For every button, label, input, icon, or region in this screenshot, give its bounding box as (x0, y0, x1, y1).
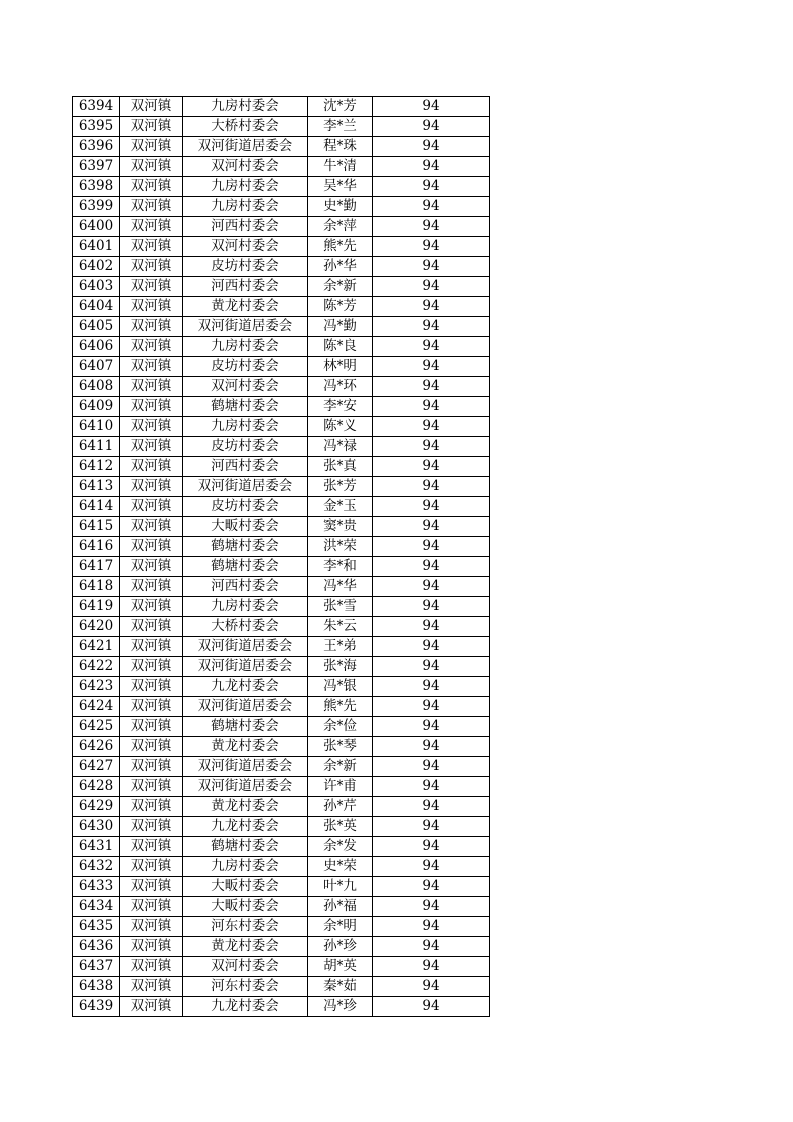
cell-score: 94 (373, 137, 490, 157)
table-row (73, 757, 490, 777)
cell-name: 史*荣 (308, 857, 373, 877)
cell-score: 94 (373, 177, 490, 197)
cell-town: 双河镇 (120, 397, 183, 417)
cell-score: 94 (373, 117, 490, 137)
table-row (73, 737, 490, 757)
cell-score: 94 (373, 997, 490, 1017)
table-row (73, 697, 490, 717)
cell-town: 双河镇 (120, 797, 183, 817)
cell-village: 鹤塘村委会 (183, 397, 308, 417)
cell-score: 94 (373, 337, 490, 357)
cell-village: 黄龙村委会 (183, 737, 308, 757)
cell-score: 94 (373, 217, 490, 237)
cell-name: 洪*荣 (308, 537, 373, 557)
table-row (73, 377, 490, 397)
cell-name: 余*明 (308, 917, 373, 937)
cell-town: 双河镇 (120, 877, 183, 897)
cell-name: 余*俭 (308, 717, 373, 737)
cell-town: 双河镇 (120, 637, 183, 657)
cell-name: 张*海 (308, 657, 373, 677)
cell-name: 孙*福 (308, 897, 373, 917)
cell-id: 6435 (73, 917, 120, 937)
cell-town: 双河镇 (120, 537, 183, 557)
cell-score: 94 (373, 537, 490, 557)
table-row (73, 517, 490, 537)
cell-name: 冯*禄 (308, 437, 373, 457)
cell-town: 双河镇 (120, 477, 183, 497)
cell-town: 双河镇 (120, 577, 183, 597)
cell-score: 94 (373, 757, 490, 777)
cell-score: 94 (373, 357, 490, 377)
cell-village: 大桥村委会 (183, 117, 308, 137)
cell-score: 94 (373, 917, 490, 937)
cell-town: 双河镇 (120, 517, 183, 537)
cell-score: 94 (373, 297, 490, 317)
cell-id: 6439 (73, 997, 120, 1017)
cell-village: 河东村委会 (183, 977, 308, 997)
cell-name: 陈*义 (308, 417, 373, 437)
cell-id: 6398 (73, 177, 120, 197)
table-row (73, 777, 490, 797)
cell-name: 冯*珍 (308, 997, 373, 1017)
cell-id: 6438 (73, 977, 120, 997)
table-row (73, 497, 490, 517)
table-row (73, 817, 490, 837)
cell-name: 余*萍 (308, 217, 373, 237)
cell-score: 94 (373, 277, 490, 297)
cell-village: 大桥村委会 (183, 617, 308, 637)
cell-score: 94 (373, 257, 490, 277)
cell-id: 6426 (73, 737, 120, 757)
cell-id: 6403 (73, 277, 120, 297)
cell-id: 6422 (73, 657, 120, 677)
cell-village: 九房村委会 (183, 177, 308, 197)
cell-town: 双河镇 (120, 457, 183, 477)
cell-name: 林*明 (308, 357, 373, 377)
cell-town: 双河镇 (120, 917, 183, 937)
cell-score: 94 (373, 497, 490, 517)
table-row (73, 917, 490, 937)
table-row (73, 877, 490, 897)
table-row (73, 357, 490, 377)
table-row (73, 177, 490, 197)
cell-village: 双河街道居委会 (183, 477, 308, 497)
cell-name: 金*玉 (308, 497, 373, 517)
cell-village: 九房村委会 (183, 417, 308, 437)
cell-score: 94 (373, 677, 490, 697)
cell-town: 双河镇 (120, 317, 183, 337)
cell-town: 双河镇 (120, 817, 183, 837)
cell-town: 双河镇 (120, 957, 183, 977)
table-row (73, 637, 490, 657)
cell-id: 6423 (73, 677, 120, 697)
cell-name: 冯*勤 (308, 317, 373, 337)
cell-village: 河东村委会 (183, 917, 308, 937)
cell-town: 双河镇 (120, 557, 183, 577)
table-row (73, 417, 490, 437)
cell-score: 94 (373, 617, 490, 637)
table-row (73, 437, 490, 457)
cell-score: 94 (373, 697, 490, 717)
table-row (73, 797, 490, 817)
table-row (73, 257, 490, 277)
cell-name: 张*英 (308, 817, 373, 837)
cell-score: 94 (373, 417, 490, 437)
cell-village: 黄龙村委会 (183, 797, 308, 817)
cell-score: 94 (373, 477, 490, 497)
cell-score: 94 (373, 857, 490, 877)
cell-id: 6408 (73, 377, 120, 397)
table-row (73, 117, 490, 137)
cell-name: 余*新 (308, 757, 373, 777)
cell-village: 鹤塘村委会 (183, 837, 308, 857)
table-row (73, 457, 490, 477)
cell-id: 6437 (73, 957, 120, 977)
cell-score: 94 (373, 157, 490, 177)
cell-name: 冯*银 (308, 677, 373, 697)
cell-village: 鹤塘村委会 (183, 557, 308, 577)
cell-village: 双河街道居委会 (183, 757, 308, 777)
cell-name: 史*勤 (308, 197, 373, 217)
cell-village: 皮坊村委会 (183, 497, 308, 517)
cell-score: 94 (373, 777, 490, 797)
cell-id: 6399 (73, 197, 120, 217)
cell-id: 6414 (73, 497, 120, 517)
cell-id: 6415 (73, 517, 120, 537)
cell-village: 河西村委会 (183, 577, 308, 597)
cell-town: 双河镇 (120, 417, 183, 437)
cell-town: 双河镇 (120, 977, 183, 997)
cell-village: 九龙村委会 (183, 817, 308, 837)
cell-village: 皮坊村委会 (183, 437, 308, 457)
cell-name: 王*弟 (308, 637, 373, 657)
cell-name: 程*珠 (308, 137, 373, 157)
cell-village: 河西村委会 (183, 277, 308, 297)
table-row (73, 337, 490, 357)
cell-id: 6411 (73, 437, 120, 457)
cell-town: 双河镇 (120, 777, 183, 797)
cell-id: 6433 (73, 877, 120, 897)
cell-town: 双河镇 (120, 937, 183, 957)
cell-town: 双河镇 (120, 717, 183, 737)
cell-village: 鹤塘村委会 (183, 717, 308, 737)
cell-score: 94 (373, 737, 490, 757)
cell-name: 冯*华 (308, 577, 373, 597)
cell-village: 双河村委会 (183, 377, 308, 397)
cell-score: 94 (373, 437, 490, 457)
cell-village: 双河街道居委会 (183, 317, 308, 337)
cell-id: 6396 (73, 137, 120, 157)
cell-village: 大畈村委会 (183, 897, 308, 917)
cell-village: 双河街道居委会 (183, 777, 308, 797)
cell-id: 6409 (73, 397, 120, 417)
cell-score: 94 (373, 957, 490, 977)
cell-name: 窦*贵 (308, 517, 373, 537)
cell-village: 九房村委会 (183, 337, 308, 357)
cell-village: 河西村委会 (183, 217, 308, 237)
cell-score: 94 (373, 577, 490, 597)
cell-score: 94 (373, 517, 490, 537)
cell-name: 李*和 (308, 557, 373, 577)
cell-town: 双河镇 (120, 337, 183, 357)
table-row (73, 657, 490, 677)
cell-name: 秦*茹 (308, 977, 373, 997)
cell-town: 双河镇 (120, 837, 183, 857)
cell-town: 双河镇 (120, 157, 183, 177)
cell-id: 6427 (73, 757, 120, 777)
cell-score: 94 (373, 837, 490, 857)
cell-score: 94 (373, 377, 490, 397)
cell-id: 6413 (73, 477, 120, 497)
cell-village: 双河街道居委会 (183, 657, 308, 677)
cell-score: 94 (373, 97, 490, 117)
cell-id: 6434 (73, 897, 120, 917)
cell-score: 94 (373, 197, 490, 217)
table-row (73, 157, 490, 177)
cell-town: 双河镇 (120, 297, 183, 317)
cell-village: 九龙村委会 (183, 677, 308, 697)
cell-id: 6406 (73, 337, 120, 357)
cell-name: 张*真 (308, 457, 373, 477)
cell-id: 6394 (73, 97, 120, 117)
cell-id: 6419 (73, 597, 120, 617)
cell-score: 94 (373, 317, 490, 337)
cell-id: 6417 (73, 557, 120, 577)
cell-name: 叶*九 (308, 877, 373, 897)
cell-town: 双河镇 (120, 997, 183, 1017)
cell-score: 94 (373, 877, 490, 897)
table-row (73, 677, 490, 697)
cell-score: 94 (373, 597, 490, 617)
table-row (73, 937, 490, 957)
cell-town: 双河镇 (120, 357, 183, 377)
cell-town: 双河镇 (120, 217, 183, 237)
table-row (73, 717, 490, 737)
cell-score: 94 (373, 717, 490, 737)
table-row (73, 237, 490, 257)
cell-village: 皮坊村委会 (183, 257, 308, 277)
cell-name: 牛*清 (308, 157, 373, 177)
cell-town: 双河镇 (120, 197, 183, 217)
cell-name: 熊*先 (308, 237, 373, 257)
cell-town: 双河镇 (120, 897, 183, 917)
cell-town: 双河镇 (120, 857, 183, 877)
cell-name: 孙*芹 (308, 797, 373, 817)
cell-id: 6421 (73, 637, 120, 657)
table-row (73, 317, 490, 337)
cell-id: 6404 (73, 297, 120, 317)
cell-score: 94 (373, 237, 490, 257)
roster-table-body (73, 97, 490, 1017)
cell-name: 许*甫 (308, 777, 373, 797)
cell-village: 黄龙村委会 (183, 297, 308, 317)
table-row (73, 557, 490, 577)
cell-town: 双河镇 (120, 737, 183, 757)
table-row (73, 617, 490, 637)
cell-name: 李*兰 (308, 117, 373, 137)
table-row (73, 197, 490, 217)
table-row (73, 297, 490, 317)
cell-village: 大畈村委会 (183, 517, 308, 537)
roster-table (72, 96, 490, 1017)
cell-town: 双河镇 (120, 237, 183, 257)
cell-village: 双河村委会 (183, 237, 308, 257)
cell-name: 冯*环 (308, 377, 373, 397)
table-row (73, 897, 490, 917)
cell-id: 6424 (73, 697, 120, 717)
table-row (73, 537, 490, 557)
cell-town: 双河镇 (120, 277, 183, 297)
cell-village: 双河街道居委会 (183, 697, 308, 717)
cell-id: 6420 (73, 617, 120, 637)
cell-name: 张*芳 (308, 477, 373, 497)
cell-score: 94 (373, 657, 490, 677)
cell-village: 九房村委会 (183, 197, 308, 217)
cell-village: 双河街道居委会 (183, 637, 308, 657)
cell-name: 陈*良 (308, 337, 373, 357)
table-row (73, 857, 490, 877)
cell-id: 6397 (73, 157, 120, 177)
cell-name: 朱*云 (308, 617, 373, 637)
table-row (73, 977, 490, 997)
cell-name: 孙*华 (308, 257, 373, 277)
cell-village: 双河村委会 (183, 157, 308, 177)
cell-name: 李*安 (308, 397, 373, 417)
cell-id: 6402 (73, 257, 120, 277)
cell-town: 双河镇 (120, 257, 183, 277)
cell-village: 双河村委会 (183, 957, 308, 977)
cell-name: 张*琴 (308, 737, 373, 757)
cell-id: 6436 (73, 937, 120, 957)
cell-name: 余*新 (308, 277, 373, 297)
cell-name: 张*雪 (308, 597, 373, 617)
cell-id: 6425 (73, 717, 120, 737)
cell-name: 余*发 (308, 837, 373, 857)
table-row (73, 597, 490, 617)
table-row (73, 397, 490, 417)
cell-score: 94 (373, 937, 490, 957)
table-row (73, 957, 490, 977)
table-row (73, 97, 490, 117)
table-row (73, 577, 490, 597)
cell-score: 94 (373, 637, 490, 657)
cell-score: 94 (373, 977, 490, 997)
cell-village: 鹤塘村委会 (183, 537, 308, 557)
cell-id: 6428 (73, 777, 120, 797)
cell-score: 94 (373, 897, 490, 917)
cell-score: 94 (373, 797, 490, 817)
cell-town: 双河镇 (120, 757, 183, 777)
cell-name: 吴*华 (308, 177, 373, 197)
cell-score: 94 (373, 817, 490, 837)
cell-id: 6418 (73, 577, 120, 597)
cell-village: 九房村委会 (183, 857, 308, 877)
cell-village: 河西村委会 (183, 457, 308, 477)
table-row (73, 997, 490, 1017)
cell-village: 皮坊村委会 (183, 357, 308, 377)
cell-id: 6430 (73, 817, 120, 837)
cell-town: 双河镇 (120, 97, 183, 117)
cell-id: 6432 (73, 857, 120, 877)
cell-id: 6401 (73, 237, 120, 257)
cell-town: 双河镇 (120, 177, 183, 197)
table-row (73, 477, 490, 497)
cell-name: 沈*芳 (308, 97, 373, 117)
cell-town: 双河镇 (120, 437, 183, 457)
cell-town: 双河镇 (120, 697, 183, 717)
cell-id: 6405 (73, 317, 120, 337)
table-row (73, 217, 490, 237)
cell-town: 双河镇 (120, 677, 183, 697)
cell-score: 94 (373, 397, 490, 417)
cell-id: 6412 (73, 457, 120, 477)
cell-village: 九房村委会 (183, 97, 308, 117)
cell-score: 94 (373, 557, 490, 577)
cell-village: 双河街道居委会 (183, 137, 308, 157)
cell-id: 6429 (73, 797, 120, 817)
cell-id: 6395 (73, 117, 120, 137)
cell-name: 胡*英 (308, 957, 373, 977)
cell-village: 九房村委会 (183, 597, 308, 617)
table-row (73, 837, 490, 857)
cell-id: 6407 (73, 357, 120, 377)
cell-town: 双河镇 (120, 657, 183, 677)
table-row (73, 277, 490, 297)
cell-town: 双河镇 (120, 117, 183, 137)
cell-town: 双河镇 (120, 377, 183, 397)
cell-town: 双河镇 (120, 497, 183, 517)
cell-name: 熊*先 (308, 697, 373, 717)
table-row (73, 137, 490, 157)
cell-name: 陈*芳 (308, 297, 373, 317)
cell-village: 九龙村委会 (183, 997, 308, 1017)
cell-town: 双河镇 (120, 617, 183, 637)
cell-village: 黄龙村委会 (183, 937, 308, 957)
cell-score: 94 (373, 457, 490, 477)
cell-id: 6410 (73, 417, 120, 437)
cell-name: 孙*珍 (308, 937, 373, 957)
cell-town: 双河镇 (120, 597, 183, 617)
cell-id: 6416 (73, 537, 120, 557)
cell-id: 6400 (73, 217, 120, 237)
cell-id: 6431 (73, 837, 120, 857)
cell-town: 双河镇 (120, 137, 183, 157)
cell-village: 大畈村委会 (183, 877, 308, 897)
